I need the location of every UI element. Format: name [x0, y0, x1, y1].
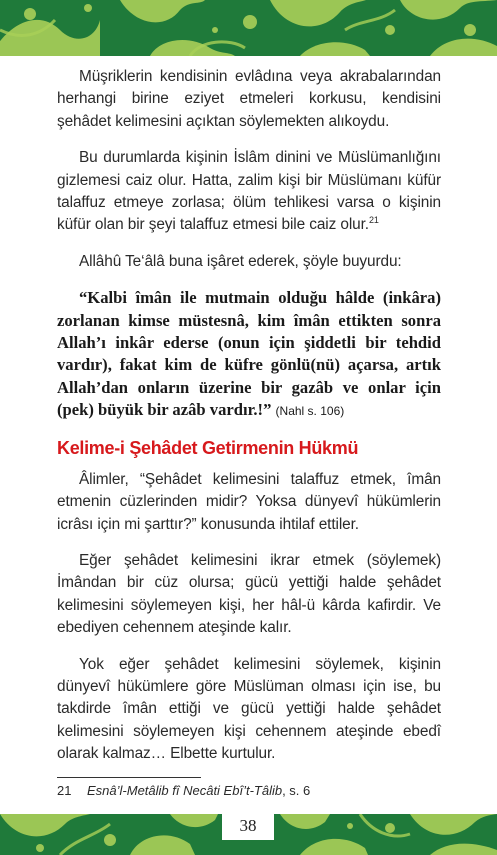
page-body — [57, 66, 441, 780]
quote-text: “Kalbi îmân ile mutmain olduğu hâlde (inkâra) zorlanan kimse müstesnâ, kim îmân ettikten sonra Allah’ı inkâr ederse (onun için şiddetli bir tehdid vardır), fakat kim de küfre gönlü(nü) açarsa, artık Allah’dan onların üzerine bir gazâb ve onlar için (pek) büyük bir azâb vardır.!” — [57, 288, 441, 420]
footnote-divider — [57, 777, 201, 778]
footnote-title: Esnâ’l-Metâlib fî Necâti Ebî’t-Tâlib — [87, 783, 283, 798]
paragraph-1: Müşriklerin kendisinin evlâdına veya akrabalarından herhangi birine eziyet etmeleri korkusu, kendisini şehâdet kelimesini açıktan söylemekten alıkoydu. — [57, 68, 441, 130]
quran-quote — [57, 287, 441, 422]
paragraph-4: Âlimler, “Şehâdet kelimesini talaffuz etmek, îmân etmenin cüzlerinden midir? Yoksa dünyevî hükümlerin icrâsı için mi şarttır?” konusunda ihtilaf ettiler. — [57, 470, 441, 533]
paragraph-5: Eğer şehâdet kelimesini ikrar etmek (söylemek) İmândan bir cüz olursa; gücü yettiği halde şehâdet kelimesini söylemeyen kişi, her hâl-ü kârda kafirdir. Ve ebediyen cehennem ateşinde kalır. — [57, 551, 441, 637]
paragraph-3: Allâhû Te‘âlâ buna işâret ederek, şöyle buyurdu: — [79, 252, 402, 270]
footnote — [57, 782, 441, 800]
paragraph-2 — [57, 147, 441, 237]
paragraph-2-text: Bu durumlarda kişinin İslâm dinini ve Müslümanlığını gizlemesi caiz olur. Hatta, zalim kişi bir Müslümanı küfür talaffuz etmeye zorlasa; ölüm tehlikesi varsa o kişinin küfür olan bir şeyi talaffuz etmesi bile caiz olur. — [57, 149, 441, 234]
footnote-reference: 21 — [369, 215, 379, 226]
paragraph-6: Yok eğer şehâdet kelimesini söylemek, kişinin dünyevî hükümlere göre Müslüman olması için ise, bu takdirde îmân ettiği ve gücü yettiği halde şehâdet kelimesini söylemeyen kişi cehennem ateşinde ebedî olarak kalmaz… Elbette kurtulur. — [57, 655, 441, 763]
decorative-header-band — [0, 0, 497, 56]
footnote-number: 21 — [57, 783, 72, 798]
ornament-pattern-top — [0, 0, 497, 56]
quote-source: (Nahl s. 106) — [275, 404, 345, 419]
footnote-suffix: , s. 6 — [282, 783, 311, 798]
page-number: 38 — [222, 812, 274, 840]
section-heading: Kelime-i Şehâdet Getirmenin Hükmü — [57, 437, 359, 458]
